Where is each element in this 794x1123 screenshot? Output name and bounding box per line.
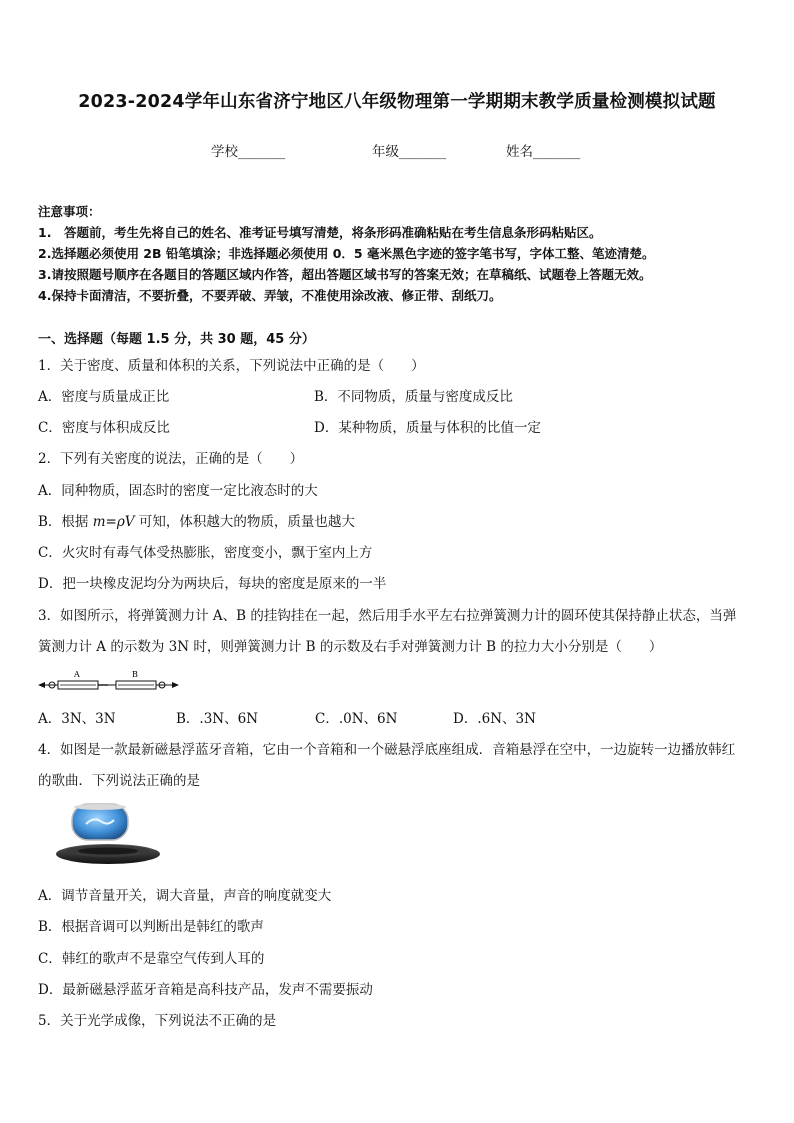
spring-a-label: A (74, 670, 80, 679)
spring-b-label: B (132, 670, 138, 679)
notice-item-2: 2.选择题必须使用 2B 铅笔填涂；非选择题必须使用 0．5 毫米黑色字迹的签字笔书写，字体工整、笔迹清楚。 (38, 246, 655, 261)
q5-stem: 5．关于光学成像，下列说法不正确的是 (38, 1013, 277, 1029)
q4-option-b[interactable]: B．根据音调可以判断出是韩红的歌声 (38, 919, 264, 935)
notice-item-4: 4.保持卡面清洁，不要折叠，不要弄破、弄皱，不准使用涂改液、修正带、刮纸刀。 (38, 288, 502, 303)
q1-option-b[interactable]: B．不同物质，质量与密度成反比 (314, 389, 513, 405)
q3-option-a[interactable]: A．3N、3N (38, 711, 116, 727)
density-formula: m=ρV (92, 514, 135, 530)
q3-option-c[interactable]: C．.0N、6N (315, 711, 398, 727)
q2-option-b-prefix: B．根据 (38, 514, 93, 530)
q1-stem: 1．关于密度、质量和体积的关系，下列说法中正确的是（ ） (38, 358, 425, 374)
q2-option-c[interactable]: C．火灾时有毒气体受热膨胀，密度变小，飘于室内上方 (38, 545, 373, 561)
spring-scale-figure (36, 668, 181, 696)
q4-option-c[interactable]: C．韩红的歌声不是靠空气传到人耳的 (38, 951, 265, 967)
q2-option-b-suffix: 可知，体积越大的物质，质量也越大 (134, 514, 355, 530)
notice-heading: 注意事项： (38, 204, 101, 219)
q4-option-a[interactable]: A．调节音量开关，调大音量，声音的响度就变大 (38, 888, 332, 904)
q1-option-d[interactable]: D．某种物质，质量与体积的比值一定 (314, 420, 541, 436)
q2-stem: 2．下列有关密度的说法，正确的是（ ） (38, 451, 304, 467)
section-heading: 一、选择题（每题 1.5 分，共 30 题，45 分） (38, 332, 315, 347)
q4-stem-line1: 4．如图是一款最新磁悬浮蓝牙音箱，它由一个音箱和一个磁悬浮底座组成．音箱悬浮在空中，一边旋转一边播放韩红 (38, 742, 736, 758)
notice-item-1: 1. 答题前，考生先将自己的姓名、准考证号填写清楚，将条形码准确粘贴在考生信息条形码粘贴区。 (38, 225, 602, 240)
school-field[interactable]: 学校_______ (211, 144, 286, 160)
q3-option-d[interactable]: D．.6N、3N (453, 711, 536, 727)
q1-option-a[interactable]: A．密度与质量成正比 (38, 389, 170, 405)
levitating-speaker-image (52, 800, 164, 868)
q3-stem-line1: 3．如图所示，将弹簧测力计 A、B 的挂钩挂在一起，然后用手水平左右拉弹簧测力计的圆环使其保持静止状态，当弹 (38, 608, 737, 624)
name-field[interactable]: 姓名_______ (506, 144, 581, 160)
notice-item-3: 3.请按照题号顺序在各题目的答题区域内作答，超出答题区域书写的答案无效；在草稿纸、试题卷上答题无效。 (38, 267, 652, 282)
page-title: 2023-2024学年山东省济宁地区八年级物理第一学期期末教学质量检测模拟试题 (78, 92, 716, 112)
q1-option-c[interactable]: C．密度与体积成反比 (38, 420, 170, 436)
q4-option-d[interactable]: D．最新磁悬浮蓝牙音箱是高科技产品，发声不需要振动 (38, 982, 373, 998)
q2-option-a[interactable]: A．同种物质，固态时的密度一定比液态时的大 (38, 483, 318, 499)
q3-option-b[interactable]: B．.3N、6N (176, 711, 259, 727)
q2-option-b[interactable] (38, 510, 355, 530)
q2-option-d[interactable]: D．把一块橡皮泥均分为两块后，每块的密度是原来的一半 (38, 576, 387, 592)
grade-field[interactable]: 年级_______ (372, 144, 447, 160)
q4-stem-line2: 的歌曲．下列说法正确的是 (38, 773, 200, 789)
q3-stem-line2: 簧测力计 A 的示数为 3N 时，则弹簧测力计 B 的示数及右手对弹簧测力计 B 的拉力大小分别是（ ） (38, 639, 663, 655)
